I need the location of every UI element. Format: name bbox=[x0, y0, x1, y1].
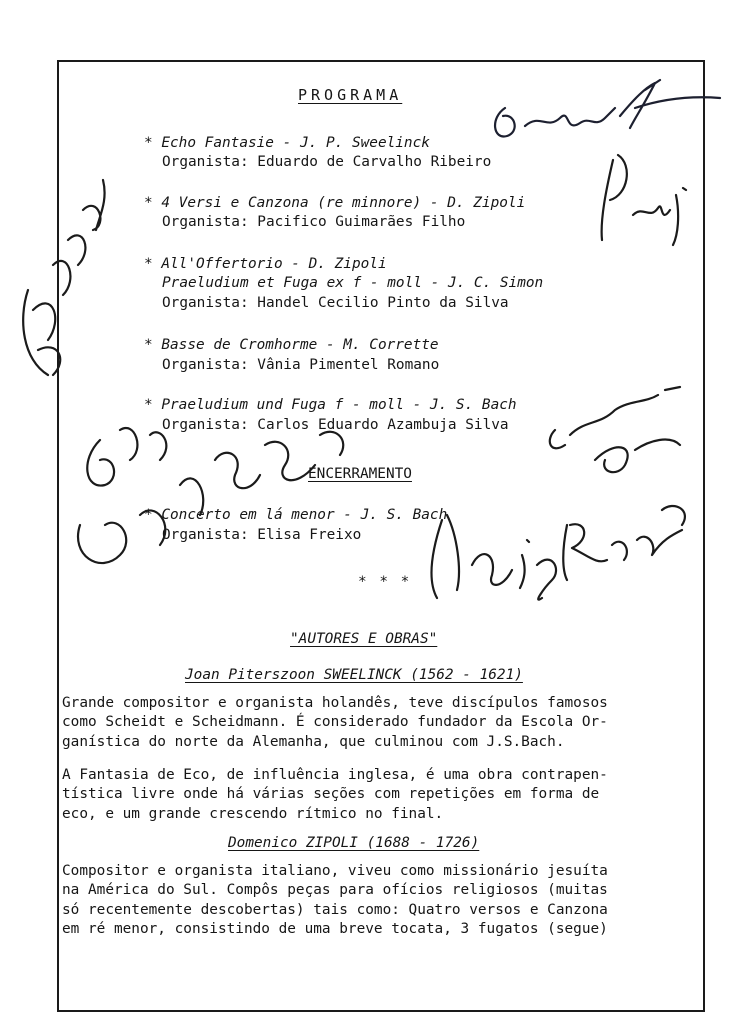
signature-pacifico bbox=[588, 140, 698, 250]
program-item-3 bbox=[144, 255, 387, 273]
separator: * * * bbox=[358, 574, 412, 590]
bullet: * bbox=[144, 135, 153, 151]
encerramento-performer: Organista: Elisa Freixo bbox=[162, 527, 362, 543]
text-line: na América do Sul. Compôs peças para ofícios religiosos (muitas bbox=[62, 882, 608, 899]
page-title: PROGRAMA bbox=[298, 86, 403, 104]
performer-4: Organista: Vânia Pimentel Romano bbox=[162, 357, 440, 373]
text-line: A Fantasia de Eco, de influência inglesa, é uma obra contrapen- bbox=[62, 767, 608, 783]
performer-1: Organista: Eduardo de Carvalho Ribeiro bbox=[162, 154, 492, 170]
signature-elisa bbox=[60, 405, 360, 580]
sweelinck-paragraph-1 bbox=[62, 694, 702, 752]
zipoli-heading: Domenico ZIPOLI (1688 - 1726) bbox=[228, 835, 480, 851]
work-title: Concerto em lá menor - J. S. Bach bbox=[161, 507, 448, 523]
signature-carlos bbox=[540, 385, 690, 480]
work-title: Echo Fantasie - J. P. Sweelinck bbox=[161, 135, 430, 151]
work-title: Basse de Cromhorme - M. Corrette bbox=[161, 337, 439, 353]
bullet: * bbox=[144, 507, 153, 523]
bullet: * bbox=[144, 337, 153, 353]
sweelinck-heading: Joan Piterszoon SWEELINCK (1562 - 1621) bbox=[185, 667, 523, 683]
signature-handel bbox=[8, 170, 123, 400]
text-line: só recentemente descobertas) tais como: Quatro versos e Canzona bbox=[62, 901, 608, 918]
bullet: * bbox=[144, 256, 153, 272]
work-title: Praeludium und Fuga f - moll - J. S. Bach bbox=[161, 397, 517, 413]
program-item-2 bbox=[144, 194, 525, 212]
work-title-3b: Praeludium et Fuga ex f - moll - J. C. Simon bbox=[162, 275, 544, 291]
performer-5: Organista: Carlos Eduardo Azambuja Silva bbox=[162, 417, 509, 433]
performer-3: Organista: Handel Cecilio Pinto da Silva bbox=[162, 295, 509, 311]
text-line: como Scheidt e Scheidmann. É considerado fundador da Escola Or- bbox=[62, 714, 608, 731]
encerramento-heading: ENCERRAMENTO bbox=[308, 466, 412, 482]
text-line: eco, e um grande crescendo rítmico no final. bbox=[62, 805, 444, 822]
work-title: All'Offertorio - D. Zipoli bbox=[161, 256, 387, 272]
signature-vania bbox=[412, 480, 697, 605]
work-title: 4 Versi e Canzona (re minnore) - D. Zipoli bbox=[161, 195, 526, 211]
bullet: * bbox=[144, 397, 153, 413]
program-item-4 bbox=[144, 336, 439, 354]
program-item-1 bbox=[144, 134, 430, 152]
sweelinck-paragraph-2 bbox=[62, 766, 702, 824]
text-line: tística livre onde há várias seções com repetições em forma de bbox=[62, 786, 600, 803]
bullet: * bbox=[144, 195, 153, 211]
text-line: em ré menor, consistindo de uma breve tocata, 3 fugatos (segue) bbox=[62, 921, 608, 938]
autores-heading: "AUTORES E OBRAS" bbox=[290, 631, 438, 647]
performer-2: Organista: Pacifico Guimarães Filho bbox=[162, 214, 466, 230]
text-line: Compositor e organista italiano, viveu como missionário jesuíta bbox=[62, 863, 608, 879]
zipoli-paragraph-1 bbox=[62, 862, 702, 940]
text-line: Grande compositor e organista holandês, teve discípulos famosos bbox=[62, 695, 608, 711]
text-line: ganística do norte da Alemanha, que culminou com J.S.Bach. bbox=[62, 733, 565, 750]
